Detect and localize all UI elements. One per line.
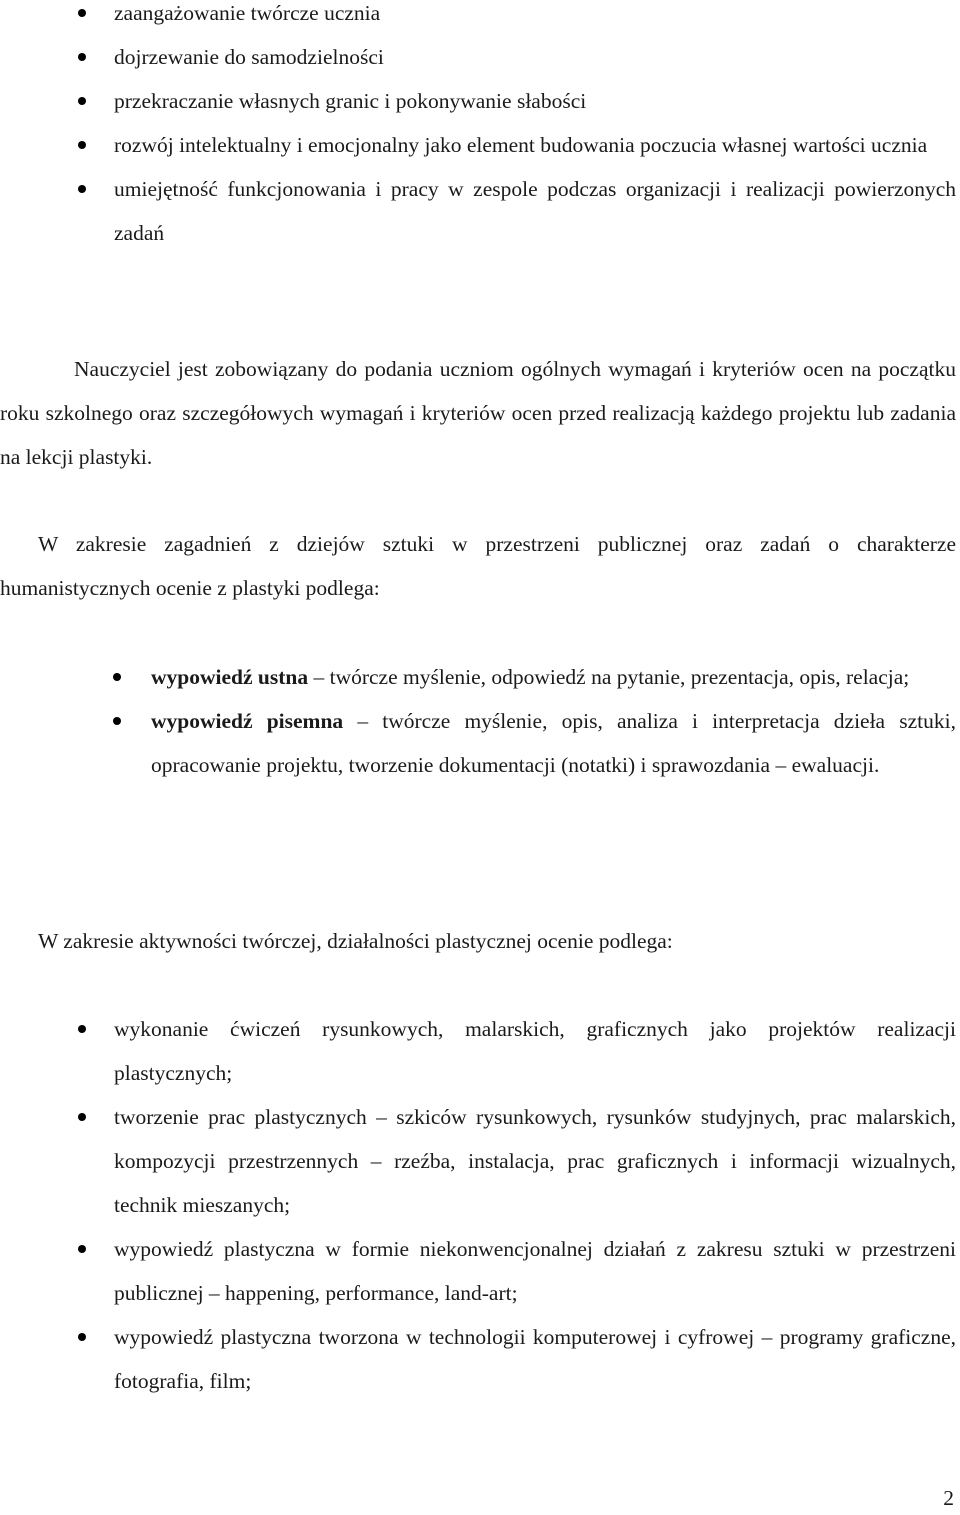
requirements-paragraph: Nauczyciel jest zobowiązany do podania uczniom ogólnych wymagań i kryteriów ocen na początku roku szkolnego oraz szczegółowych wymagań i kryteriów ocen przed realizacją każdego projektu lub zadania na lekcji plastyki.	[0, 357, 956, 469]
bullet-icon	[78, 185, 86, 193]
list-item: przekraczanie własnych granic i pokonywanie słabości	[114, 79, 956, 123]
list-item: tworzenie prac plastycznych – szkiców rysunkowych, rysunków studyjnych, prac malarskich, kompozycji przestrzennych – rzeźba, instalacja, prac graficznych i informacji wizualnych, technik mieszanych;	[114, 1095, 956, 1227]
history-assessment-paragraph: W zakresie zagadnień z dziejów sztuki w przestrzeni publicznej oraz zadań o charakterze humanistycznych ocenie z plastyki podlega:	[0, 532, 956, 600]
list-item: umiejętność funkcjonowania i pracy w zespole podczas organizacji i realizacji powierzonych zadań	[114, 167, 956, 255]
bullet-icon	[78, 1245, 86, 1253]
bullet-icon	[78, 141, 86, 149]
list-item: wypowiedź plastyczna tworzona w technologii komputerowej i cyfrowej – programy graficzne, fotografia, film;	[114, 1315, 956, 1403]
list-item: wypowiedź ustna – twórcze myślenie, odpowiedź na pytanie, prezentacja, opis, relacja;	[151, 655, 956, 699]
list-item: wykonanie ćwiczeń rysunkowych, malarskich, graficznych jako projektów realizacji plastycznych;	[114, 1007, 956, 1095]
bullet-icon	[78, 97, 86, 105]
bullet-icon	[113, 717, 121, 725]
creative-activity-list	[114, 1007, 956, 1403]
bullet-icon	[78, 53, 86, 61]
bullet-icon	[78, 1025, 86, 1033]
bullet-icon	[78, 1113, 86, 1121]
bullet-icon	[113, 673, 121, 681]
list-item: zaangażowanie twórcze ucznia	[114, 0, 956, 35]
outcomes-list	[114, 0, 956, 255]
list-item: rozwój intelektualny i emocjonalny jako element budowania poczucia własnej wartości ucznia	[114, 123, 956, 167]
page-number: 2	[943, 1486, 954, 1510]
list-term: wypowiedź pisemna	[151, 709, 344, 733]
list-item: dojrzewanie do samodzielności	[114, 35, 956, 79]
list-item: wypowiedź pisemna – twórcze myślenie, opis, analiza i interpretacja dzieła sztuki, opracowanie projektu, tworzenie dokumentacji (notatki) i sprawozdania – ewaluacji.	[151, 699, 956, 787]
verbal-assessment-list	[151, 655, 956, 787]
bullet-icon	[78, 9, 86, 17]
bullet-icon	[78, 1333, 86, 1341]
list-term: wypowiedź ustna	[151, 665, 309, 689]
creative-assessment-paragraph: W zakresie aktywności twórczej, działalności plastycznej ocenie podlega:	[38, 929, 673, 953]
list-item: wypowiedź plastyczna w formie niekonwencjonalnej działań z zakresu sztuki w przestrzeni publicznej – happening, performance, land-art;	[114, 1227, 956, 1315]
